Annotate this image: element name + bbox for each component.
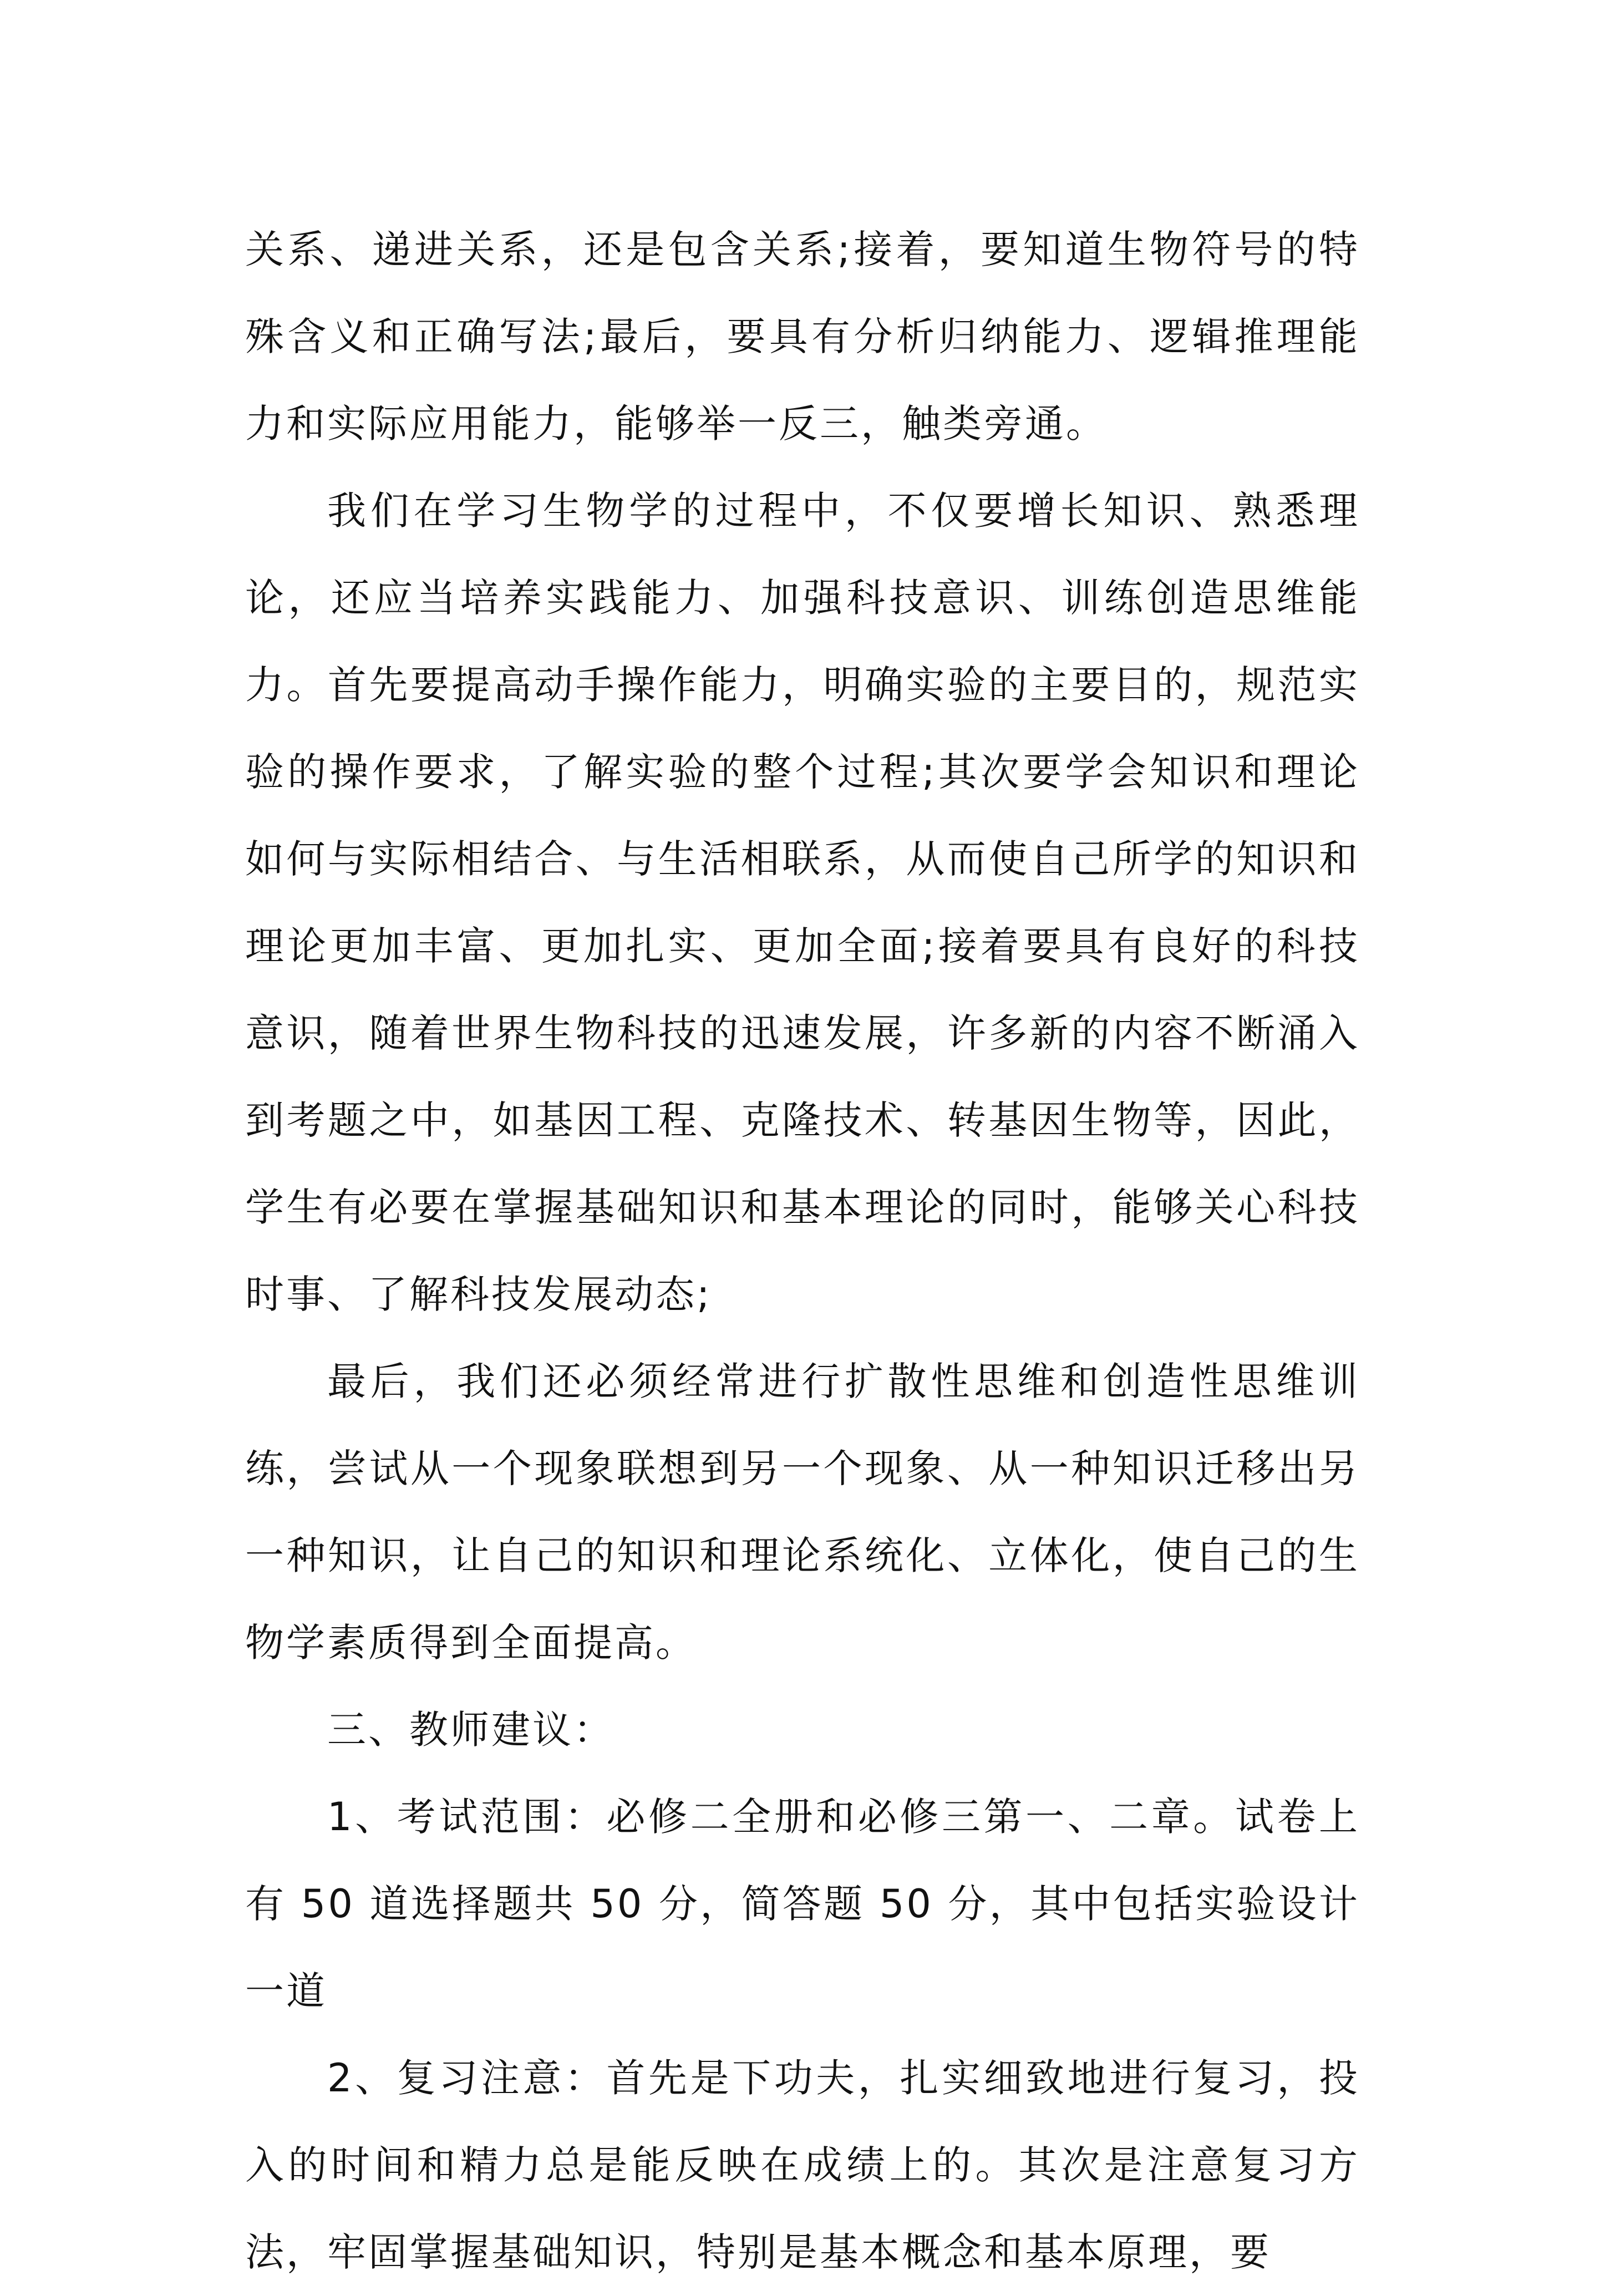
- paragraph-exam-scope: 1、考试范围：必修二全册和必修三第一、二章。试卷上有 50 道选择题共 50 分，简答题 50 分，其中包括实验设计一道: [245, 1794, 1360, 2014]
- document-body: [245, 206, 1360, 2296]
- paragraph-learning-process: 我们在学习生物学的过程中，不仅要增长知识、熟悉理论，还应当培养实践能力、加强科技意识、训练创造思维能力。首先要提高动手操作能力，明确实验的主要目的，规范实验的操作要求，了解实验的整个过程;其次要学会知识和理论如何与实际相结合、与生活相联系，从而使自己所学的知识和理论更加丰富、更加扎实、更加全面;接着要具有良好的科技意识，随着世界生物科技的迅速发展，许多新的内容不断涌入到考题之中，如基因工程、克隆技术、转基因生物等，因此，学生有必要在掌握基础知识和基本理论的同时，能够关心科技时事、了解科技发展动态;: [245, 488, 1360, 1317]
- section-heading-teacher-advice: 三、教师建议：: [327, 1707, 614, 1753]
- paragraph-review-notes: 2、复习注意：首先是下功夫，扎实细致地进行复习，投入的时间和精力总是能反映在成绩上的。其次是注意复习方法，牢固掌握基础知识，特别是基本概念和基本原理，要: [245, 2055, 1360, 2275]
- paragraph-thinking-training: 最后，我们还必须经常进行扩散性思维和创造性思维训练，尝试从一个现象联想到另一个现象、从一种知识迁移出另一种知识，让自己的知识和理论系统化、立体化，使自己的生物学素质得到全面提高。: [245, 1359, 1360, 1665]
- paragraph-relations-summary: 关系、递进关系，还是包含关系;接着，要知道生物符号的特殊含义和正确写法;最后，要具有分析归纳能力、逻辑推理能力和实际应用能力，能够举一反三，触类旁通。: [245, 227, 1360, 446]
